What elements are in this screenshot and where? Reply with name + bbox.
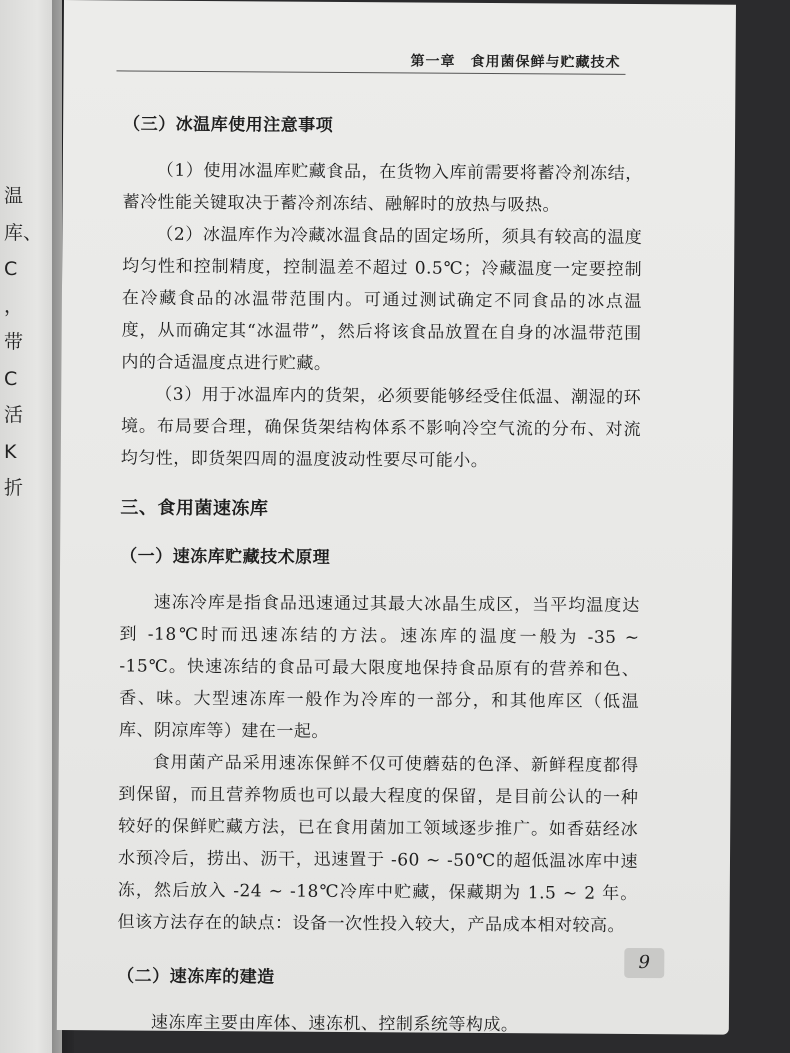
left-page-text [4,178,43,507]
book-page [57,0,736,1035]
paragraph: 速冻库主要由库体、速冻机、控制系统等构成。 [150,1012,519,1036]
page-body [117,108,643,1042]
paragraph: 速冻冷库是指食品迅速通过其最大冰晶生成区，当平均温度达到 -18℃时而迅速冻结的方法。速冻库的温度一般为 -35 ~ -15℃。快速冻结的食品可最大限度地保持食品原有的营养和色、香、味。大型速冻库一般作为冷库的一部分，和其他库区（低温库、阴凉库等）建在一起。 [118,592,640,742]
section-heading-quick-freeze: 三、食用菌速冻库 [120,497,269,520]
running-head: 第一章 食用菌保鲜与贮藏技术 [410,53,621,71]
left-char: 温 [4,185,24,207]
paragraph: 食用菌产品采用速冻保鲜不仅可使蘑菇的色泽、新鲜程度都得到保留，而且营养物质也可以最大程度的保留，是目前公认的一种较好的保鲜贮藏方法，已在食用菌加工领域逐步推广。如香菇经冰水预冷后，捞出、沥干，迅速置于 -60 ~ -50℃的超低温冰库中速冻，然后放入 -24 ~ -18℃冷库中贮藏，保藏期为 1.5 ~ 2 年。但该方法存在的缺点：设备一次性投入较大，产品成本相对较高。 [117,752,639,936]
subsection-heading-construction: （二）速冻库的建造 [117,966,275,988]
page-number: 9 [624,948,664,978]
paragraph: （1）使用冰温库贮藏食品，在货物入库前需要将蓄冷剂冻结，蓄冷性能关键取决于蓄冷剂冻结、融解时的放热与吸热。 [122,160,643,216]
left-char: C [4,258,18,280]
section-heading-ice-temp-precautions: （三）冰温库使用注意事项 [123,114,334,136]
left-char: 活 [4,404,24,426]
left-char: C [4,367,18,390]
paragraph: （2）冰温库作为冷藏冰温食品的固定场所，须具有较高的温度均匀性和控制精度，控制温差不超过 0.5℃；冷藏温度一定要控制在冷藏食品的冰温带范围内。可通过测试确定不同食品的冰点温度，从而确定其“冰温带”，然后将该食品放置在自身的冰温带范围内的合适温度点进行贮藏。 [121,224,643,374]
paragraph: （3）用于冰温库内的货架，必须要能够经受住低温、潮湿的环境。布局要合理，确保货架结构体系不影响冷空气流的分布、对流均匀性，即货架四周的温度波动性要尽可能小。 [120,384,642,471]
left-char: 折 [4,477,24,499]
left-char: K [4,440,17,463]
subsection-heading-principle: （一）速冻库贮藏技术原理 [120,546,331,568]
left-char: 带 [4,331,24,353]
left-char: ， [4,294,24,317]
left-char: 库、 [4,221,43,244]
